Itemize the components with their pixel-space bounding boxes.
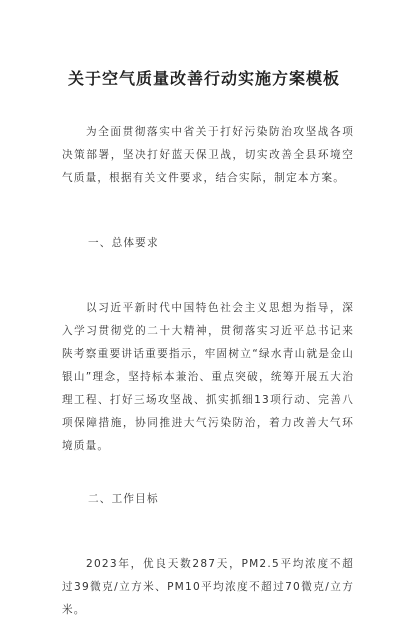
document-title: 关于空气质量改善行动实施方案模板 bbox=[67, 69, 340, 88]
section-heading-work-targets: 二、工作目标 bbox=[88, 493, 159, 505]
work-targets-paragraph: 2023年，优良天数287天，PM2.5平均浓度不超过39微克/立方米、PM10平均浓度不超过70微克/立方米。 bbox=[62, 558, 354, 616]
general-requirements-paragraph: 以习近平新时代中国特色社会主义思想为指导，深入学习贯彻党的二十大精神，贯彻落实习近平总书记来陕考察重要讲话重要指示，牢固树立“绿水青山就是金山银山”理念，坚持标本兼治、重点突破，统筹开展五大治理工程、打好三场攻坚战、抓实抓细13项行动、完善八项保障措施，协同推进大气污染防治，着力改善大气环境质量。 bbox=[62, 302, 354, 452]
section-heading-general-requirements: 一、总体要求 bbox=[88, 237, 159, 249]
intro-paragraph: 为全面贯彻落实中省关于打好污染防治攻坚战各项决策部署，坚决打好蓝天保卫战，切实改善全县环境空气质量，根据有关文件要求，结合实际，制定本方案。 bbox=[62, 126, 354, 184]
